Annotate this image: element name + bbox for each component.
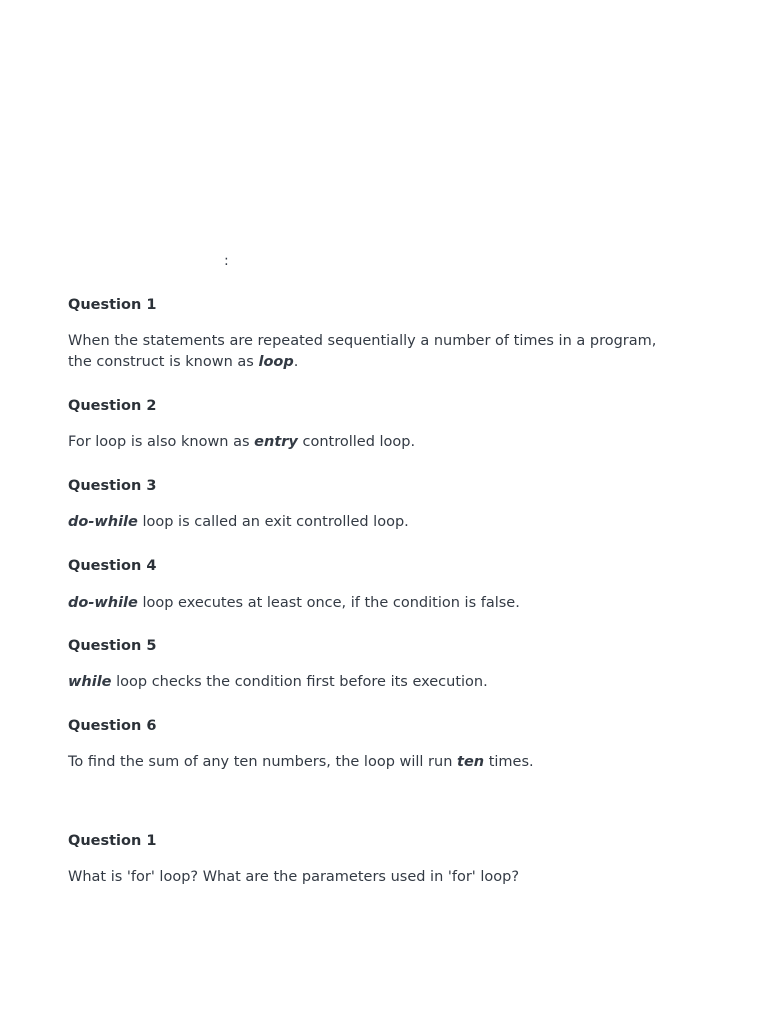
question-2-text [68,432,668,453]
question-6-title: Question 6 [68,718,157,734]
question-1-title: Question 1 [68,297,157,313]
question-2-title: Question 2 [68,398,157,414]
question-3-text-after: loop is called an exit controlled loop. [137,514,409,530]
question-1-text-before: When the statements are repeated sequentially a number of times in a program, the construct is known as [68,333,657,370]
long-question-1-text: What is 'for' loop? What are the parameters used in 'for' loop? [68,869,520,885]
question-6-answer: ten [457,754,485,770]
question-3-answer: do-while [68,514,138,530]
question-4-text [68,593,668,614]
question-3-title: Question 3 [68,478,157,494]
question-1-answer: loop [258,354,294,370]
question-2-text-before: For loop is also known as [68,434,255,450]
question-5-text-after: loop checks the condition first before its execution. [111,674,488,690]
question-5-text [68,672,668,693]
question-6-text-before: To find the sum of any ten numbers, the loop will run [68,754,458,770]
question-1-text [68,331,668,373]
question-3-text [68,512,668,533]
question-2-text-after: controlled loop. [297,434,416,450]
question-5-answer: while [68,674,112,690]
question-1-text-after: . [293,354,299,370]
long-question-1-title: Question 1 [68,833,157,849]
question-4-title: Question 4 [68,558,157,574]
question-4-answer: do-while [68,595,138,611]
question-6-text [68,752,668,773]
question-2-answer: entry [254,434,298,450]
stray-colon: : [224,253,229,269]
question-5-title: Question 5 [68,638,157,654]
question-4-text-after: loop executes at least once, if the condition is false. [137,595,520,611]
question-6-text-after: times. [484,754,534,770]
